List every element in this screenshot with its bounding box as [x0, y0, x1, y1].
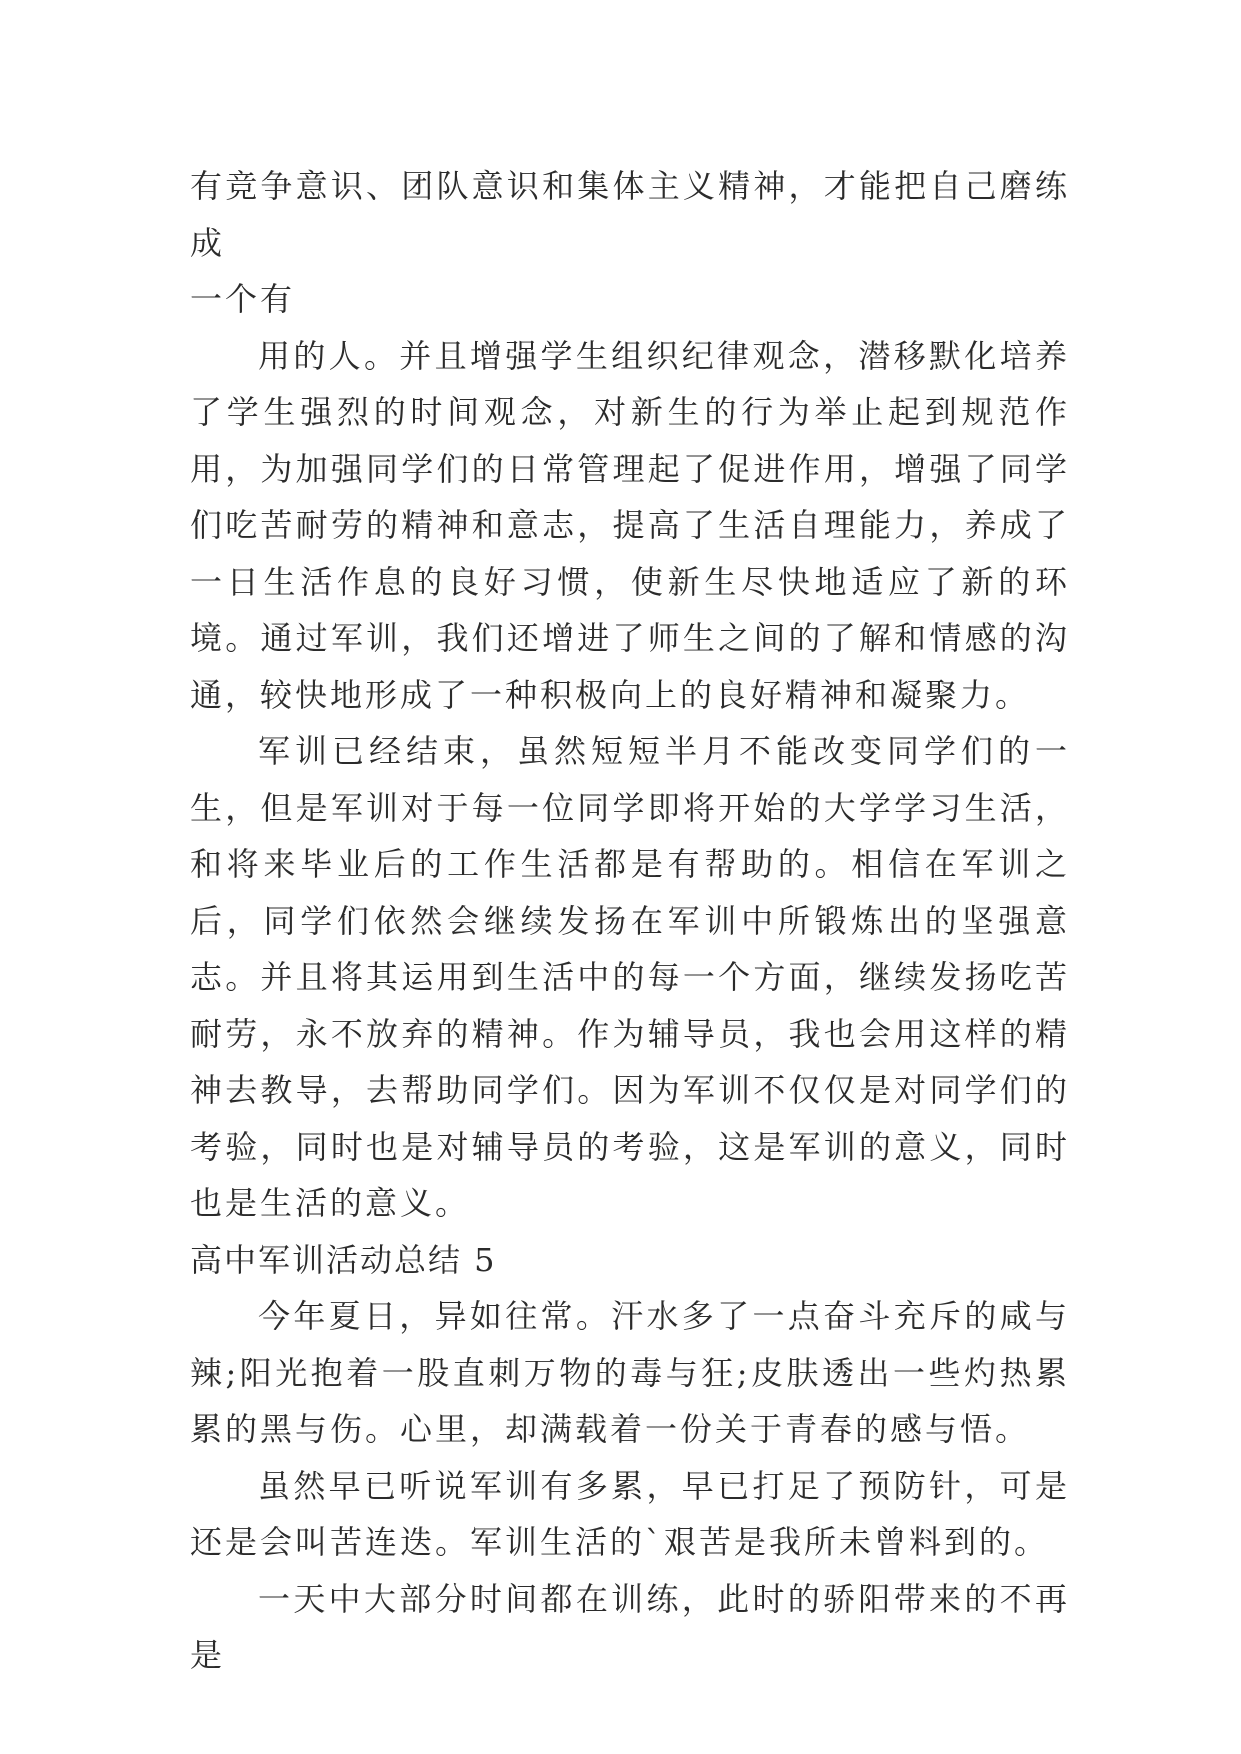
paragraph-continued-line-2: 一个有: [190, 280, 296, 318]
document-body: [190, 158, 1070, 1684]
paragraph-summer: 今年夏日，异如往常。汗水多了一点奋斗充斥的咸与辣;阳光抱着一股直刺万物的毒与狂;皮肤透出一些灼热累累的黑与伤。心里，却满载着一份关于青春的感与悟。: [190, 1297, 1070, 1448]
paragraph-continued-line-1: 有竞争意识、团队意识和集体主义精神，才能把自己磨练成: [190, 167, 1070, 262]
paragraph-daily-training: 一天中大部分时间都在训练，此时的骄阳带来的不再是: [190, 1579, 1070, 1674]
paragraph-training-benefits: 用的人。并且增强学生组织纪律观念，潜移默化培养了学生强烈的时间观念，对新生的行为举止起到规范作用，为加强同学们的日常管理起了促进作用，增强了同学们吃苦耐劳的精神和意志，提高了生活自理能力，养成了一日生活作息的良好习惯，使新生尽快地适应了新的环境。通过军训，我们还增进了师生之间的了解和情感的沟通，较快地形成了一种积极向上的良好精神和凝聚力。: [190, 336, 1070, 714]
paragraph-hardship: 虽然早已听说军训有多累，早已打足了预防针，可是还是会叫苦连迭。军训生活的`艰苦是我所未曾料到的。: [190, 1466, 1070, 1561]
paragraph-training-ended: 军训已经结束，虽然短短半月不能改变同学们的一生，但是军训对于每一位同学即将开始的大学学习生活，和将来毕业后的工作生活都是有帮助的。相信在军训之后，同学们依然会继续发扬在军训中所锻炼出的坚强意志。并且将其运用到生活中的每一个方面，继续发扬吃苦耐劳，永不放弃的精神。作为辅导员，我也会用这样的精神去教导，去帮助同学们。因为军训不仅仅是对同学们的考验，同时也是对辅导员的考验，这是军训的意义，同时也是生活的意义。: [190, 732, 1070, 1222]
section-heading: 高中军训活动总结 5: [190, 1240, 497, 1279]
